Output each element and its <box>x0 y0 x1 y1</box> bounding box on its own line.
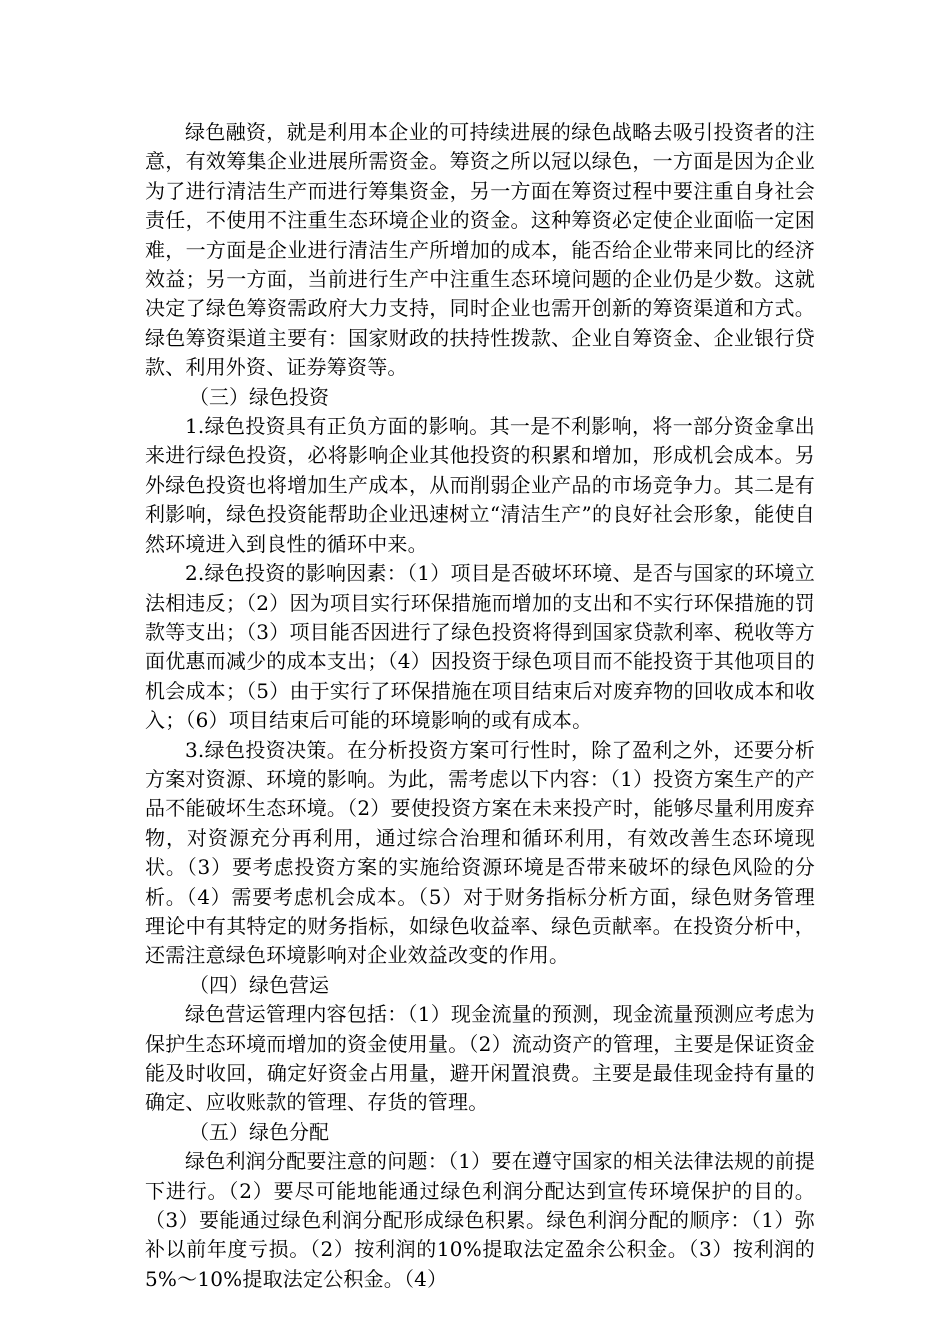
heading-green-operations: （四）绿色营运 <box>189 972 329 997</box>
heading-green-distribution: （五）绿色分配 <box>189 1119 329 1144</box>
paragraph-green-financing: 绿色融资，就是利用本企业的可持续进展的绿色战略去吸引投资者的注意，有效筹集企业进展所需资金。筹资之所以冠以绿色，一方面是因为企业为了进行清洁生产而进行筹集资金，另一方面在筹资过程中要注重自身社会责任，不使用不注重生态环境企业的资金。这种筹资必定使企业面临一定困难，一方面是企业进行清洁生产所增加的成本，能否给企业带来同比的经济效益；另一方面，当前进行生产中注重生态环境问题的企业仍是少数。这就决定了绿色筹资需政府大力支持，同时企业也需开创新的筹资渠道和方式。绿色筹资渠道主要有：国家财政的扶持性拨款、企业自筹资金、企业银行贷款、利用外资、证券筹资等。 <box>145 120 815 380</box>
paragraph-investment-decision: 3.绿色投资决策。在分析投资方案可行性时，除了盈利之外，还要分析方案对资源、环境的影响。为此，需考虑以下内容：（1）投资方案生产的产品不能破坏生态环境。（2）要使投资方案在未来投产时，能够尽量利用废弃物，对资源充分再利用，通过综合治理和循环利用，有效改善生态环境现状。（3）要考虑投资方案的实施给资源环境是否带来破坏的绿色风险的分析。（4）需要考虑机会成本。（5）对于财务指标分析方面，绿色财务管理理论中有其特定的财务指标，如绿色收益率、绿色贡献率。在投资分析中，还需注意绿色环境影响对企业效益改变的作用。 <box>145 737 815 968</box>
document-page <box>145 118 815 1294</box>
heading-green-investment: （三）绿色投资 <box>189 384 329 409</box>
paragraph-profit-distribution: 绿色利润分配要注意的问题：（1）要在遵守国家的相关法律法规的前提下进行。（2）要尽可能地能通过绿色利润分配达到宣传环境保护的目的。（3）要能通过绿色利润分配形成绿色积累。绿色利润分配的顺序：（1）弥补以前年度亏损。（2）按利润的10%提取法定盈余公积金。（3）按利润的5%～10%提取法定公积金。（4） <box>145 1149 815 1291</box>
paragraph-investment-factors: 2.绿色投资的影响因素：（1）项目是否破坏环境、是否与国家的环境立法相违反；（2）因为项目实行环保措施而增加的支出和不实行环保措施的罚款等支出；（3）项目能否因进行了绿色投资将得到国家贷款利率、税收等方面优惠而减少的成本支出；（4）因投资于绿色项目而不能投资于其他项目的机会成本；（5）由于实行了环保措施在项目结束后对废弃物的回收成本和收入；（6）项目结束后可能的环境影响的或有成本。 <box>145 561 815 733</box>
paragraph-operations-management: 绿色营运管理内容包括：（1）现金流量的预测，现金流量预测应考虑为保护生态环境而增加的资金使用量。（2）流动资产的管理，主要是保证资金能及时收回，确定好资金占用量，避开闲置浪费。主要是最佳现金持有量的确定、应收账款的管理、存货的管理。 <box>145 1002 815 1115</box>
paragraph-investment-impact: 1.绿色投资具有正负方面的影响。其一是不利影响，将一部分资金拿出来进行绿色投资，必将影响企业其他投资的积累和增加，形成机会成本。另外绿色投资也将增加生产成本，从而削弱企业产品的市场竞争力。其二是有利影响，绿色投资能帮助企业迅速树立“清洁生产”的良好社会形象，能使自然环境进入到良性的循环中来。 <box>145 414 815 556</box>
